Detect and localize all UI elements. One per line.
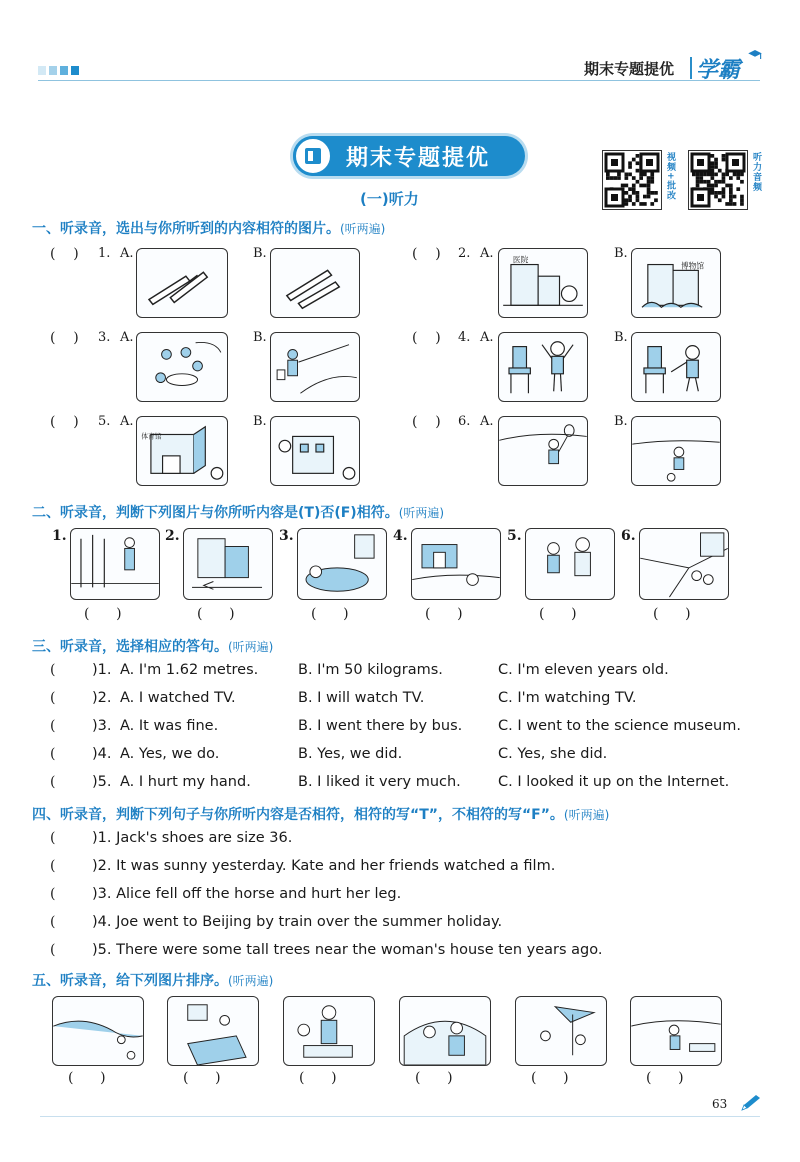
- answer-bracket[interactable]: ( ): [197, 606, 235, 622]
- picture-gym-sad: [136, 416, 228, 486]
- statement: )1. Jack's shoes are size 36.: [92, 830, 293, 846]
- picture-beach-badminton: [498, 416, 588, 486]
- option-c: C. I'm eleven years old.: [498, 662, 669, 678]
- picture-picnic-kids: [136, 332, 228, 402]
- answer-bracket[interactable]: ( ): [299, 1070, 337, 1086]
- qr-label-video: 视频+批改: [665, 152, 675, 201]
- section5-hint: (听两遍): [228, 974, 274, 988]
- page-number: 63: [712, 1097, 728, 1111]
- section4-heading: [32, 804, 609, 824]
- picture-number: 2.: [165, 528, 180, 544]
- picture-scene: [525, 528, 615, 600]
- option-c: C. Yes, she did.: [498, 746, 608, 762]
- graduation-cap-icon: [748, 50, 762, 59]
- answer-bracket[interactable]: ( ): [531, 1070, 569, 1086]
- question-number: )3.: [92, 718, 112, 734]
- sub-title: (一)听力: [360, 190, 419, 208]
- answer-bracket[interactable]: ( ): [653, 606, 691, 622]
- picture-hospital: [498, 248, 588, 318]
- picture-sequence-item: [630, 996, 722, 1066]
- option-a-label: A.: [120, 414, 134, 429]
- picture-number: 5.: [507, 528, 522, 544]
- answer-bracket-open[interactable]: (: [50, 914, 56, 930]
- statement: )2. It was sunny yesterday. Kate and her friends watched a film.: [92, 858, 556, 874]
- picture-pens: [136, 248, 228, 318]
- picture-sequence-item: [515, 996, 607, 1066]
- question-number: 2.: [458, 246, 471, 261]
- pencil-icon: [740, 1094, 762, 1112]
- section4-hint: (听两遍): [563, 808, 610, 822]
- section3-hint: (听两遍): [228, 640, 274, 654]
- footer-rule: [40, 1116, 760, 1117]
- option-c: C. I went to the science museum.: [498, 718, 741, 734]
- section5-heading-text: 五、听录音，给下列图片排序。: [32, 973, 228, 989]
- picture-number: 1.: [52, 528, 67, 544]
- answer-bracket[interactable]: ( ): [539, 606, 577, 622]
- qr-label-audio: 听力音频: [751, 152, 761, 192]
- book-icon: [293, 136, 333, 176]
- option-a: A. I watched TV.: [120, 690, 236, 706]
- picture-scene: [297, 528, 387, 600]
- answer-bracket[interactable]: ( ): [50, 330, 79, 346]
- answer-bracket-open[interactable]: (: [50, 690, 56, 706]
- header-separator: [690, 57, 692, 79]
- section3-heading-text: 三、听录音，选择相应的答句。: [32, 639, 228, 655]
- answer-bracket[interactable]: ( ): [646, 1070, 684, 1086]
- answer-bracket-open[interactable]: (: [50, 662, 56, 678]
- option-c: C. I looked it up on the Internet.: [498, 774, 730, 790]
- option-a: A. Yes, we do.: [120, 746, 220, 762]
- picture-number: 3.: [279, 528, 294, 544]
- section2-hint: (听两遍): [398, 506, 445, 520]
- picture-number: 4.: [393, 528, 408, 544]
- qr-code-video[interactable]: [602, 150, 662, 210]
- answer-bracket[interactable]: ( ): [84, 606, 122, 622]
- option-a: A. I hurt my hand.: [120, 774, 251, 790]
- picture-scene: [639, 528, 729, 600]
- answer-bracket[interactable]: ( ): [412, 414, 441, 430]
- option-b-label: B.: [614, 414, 628, 429]
- picture-sequence-item: [283, 996, 375, 1066]
- question-number: 3.: [98, 330, 111, 345]
- answer-bracket-open[interactable]: (: [50, 858, 56, 874]
- statement: )4. Joe went to Beijing by train over the summer holiday.: [92, 914, 503, 930]
- picture-number: 6.: [621, 528, 636, 544]
- section3-heading: [32, 636, 273, 656]
- answer-bracket[interactable]: ( ): [183, 1070, 221, 1086]
- picture-sequence-item: [399, 996, 491, 1066]
- option-a-label: A.: [120, 330, 134, 345]
- answer-bracket-open[interactable]: (: [50, 886, 56, 902]
- answer-bracket[interactable]: ( ): [311, 606, 349, 622]
- statement: )5. There were some tall trees near the woman's house ten years ago.: [92, 942, 603, 958]
- picture-boy-chair-cheer: [498, 332, 588, 402]
- question-number: 6.: [458, 414, 471, 429]
- option-b: B. I will watch TV.: [298, 690, 425, 706]
- answer-bracket[interactable]: ( ): [425, 606, 463, 622]
- section1-heading-text: 一、听录音，选出与你所听到的内容相符的图片。: [32, 221, 340, 237]
- section5-heading: [32, 970, 273, 990]
- qr-code-audio[interactable]: [688, 150, 748, 210]
- header-rule: [38, 80, 760, 81]
- answer-bracket[interactable]: ( ): [415, 1070, 453, 1086]
- question-number: )2.: [92, 690, 112, 706]
- option-b: B. Yes, we did.: [298, 746, 403, 762]
- header-decoration: [38, 66, 79, 75]
- option-a: A. I'm 1.62 metres.: [120, 662, 259, 678]
- option-a-label: A.: [480, 246, 494, 261]
- section1-heading: [32, 218, 385, 238]
- museum-sign: 博物馆: [680, 261, 705, 271]
- picture-fishing: [270, 332, 360, 402]
- picture-sequence-item: [52, 996, 144, 1066]
- picture-pencils: [270, 248, 360, 318]
- gym-sign: 体育馆: [141, 432, 162, 441]
- statement: )3. Alice fell off the horse and hurt her leg.: [92, 886, 402, 902]
- section2-heading-text: 二、听录音，判断下列图片与你所听内容是(T)否(F)相符。: [32, 505, 399, 521]
- picture-building-sad: [270, 416, 360, 486]
- option-b-label: B.: [253, 330, 267, 345]
- option-c: C. I'm watching TV.: [498, 690, 637, 706]
- question-number: 1.: [98, 246, 111, 261]
- header-title: 期末专题提优: [584, 60, 675, 78]
- option-a: A. It was fine.: [120, 718, 219, 734]
- answer-bracket[interactable]: ( ): [412, 246, 441, 262]
- answer-bracket[interactable]: ( ): [412, 330, 441, 346]
- picture-sequence-item: [167, 996, 259, 1066]
- hospital-sign: 医院: [512, 255, 529, 265]
- answer-bracket[interactable]: ( ): [50, 414, 79, 430]
- question-number: )5.: [92, 774, 112, 790]
- answer-bracket[interactable]: ( ): [50, 246, 79, 262]
- question-number: )1.: [92, 662, 112, 678]
- option-b: B. I went there by bus.: [298, 718, 463, 734]
- picture-boy-chair-sit: [631, 332, 721, 402]
- option-b-label: B.: [253, 414, 267, 429]
- section2-heading: [32, 502, 444, 522]
- answer-bracket-open[interactable]: (: [50, 718, 56, 734]
- answer-bracket-open[interactable]: (: [50, 830, 56, 846]
- answer-bracket-open[interactable]: (: [50, 774, 56, 790]
- answer-bracket[interactable]: ( ): [68, 1070, 106, 1086]
- section1-hint: (听两遍): [340, 222, 386, 236]
- option-b-label: B.: [253, 246, 267, 261]
- question-number: )4.: [92, 746, 112, 762]
- main-title: 期末专题提优: [346, 146, 491, 171]
- option-a-label: A.: [480, 330, 494, 345]
- option-b: B. I liked it very much.: [298, 774, 461, 790]
- option-b-label: B.: [614, 246, 628, 261]
- option-b-label: B.: [614, 330, 628, 345]
- brand-logo: 学霸: [696, 58, 741, 83]
- answer-bracket-open[interactable]: (: [50, 942, 56, 958]
- picture-scene: [70, 528, 160, 600]
- section4-heading-text: 四、听录音，判断下列句子与你所听内容是否相符，相符的写“T”，不相符的写“F”。: [32, 807, 564, 823]
- picture-scene: [183, 528, 273, 600]
- picture-museum: [631, 248, 721, 318]
- picture-beach-football: [631, 416, 721, 486]
- option-a-label: A.: [480, 414, 494, 429]
- option-b: B. I'm 50 kilograms.: [298, 662, 443, 678]
- answer-bracket-open[interactable]: (: [50, 746, 56, 762]
- picture-scene: [411, 528, 501, 600]
- option-a-label: A.: [120, 246, 134, 261]
- question-number: 5.: [98, 414, 111, 429]
- question-number: 4.: [458, 330, 471, 345]
